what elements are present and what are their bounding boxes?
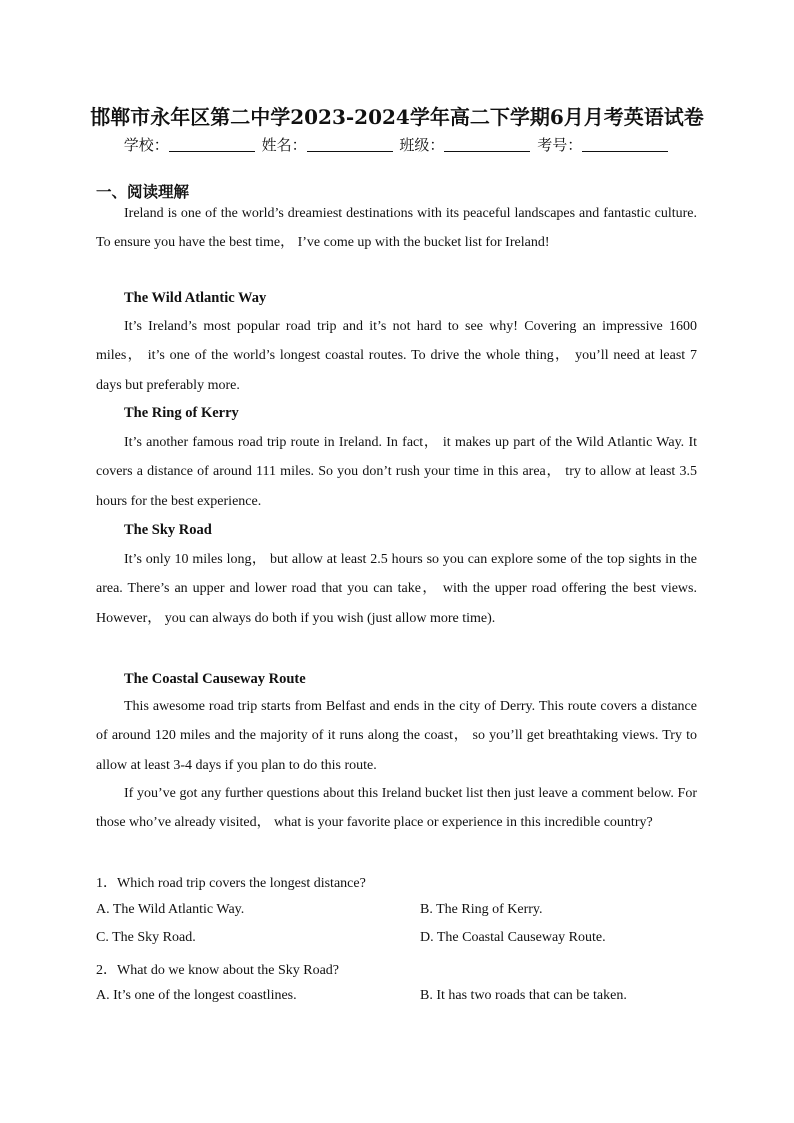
route-text-sky-road: It’s only 10 miles long， but allow at least 2.5 hours so you can explore some of the top sights in the area. There’s an upper and lower road that you can take， with the upper road offering the best views. However， you can always do both if you wish (just allow more time). bbox=[96, 552, 697, 626]
exam-number-blank[interactable] bbox=[582, 137, 668, 152]
q1-option-c[interactable]: C. The Sky Road. bbox=[96, 930, 196, 945]
exam-number-label: 考号： bbox=[537, 136, 583, 154]
school-label: 学校： bbox=[123, 136, 169, 154]
route-heading-sky-road: The Sky Road bbox=[124, 522, 212, 538]
intro-paragraph: Ireland is one of the world’s dreamiest destinations with its peaceful landscapes and fantastic culture. To ensure you have the best time， I’ve come up with the bucket list for Ireland! bbox=[96, 206, 697, 251]
route-text-ring-of-kerry: It’s another famous road trip route in Ireland. In fact， it makes up part of the Wild Atlantic Way. It covers a distance of around 111 miles. So you don’t rush your time in this area， try to allow at least 3.5 hours for the best experience. bbox=[96, 435, 697, 509]
question-2-stem: 2．What do we know about the Sky Road? bbox=[96, 963, 340, 978]
class-blank[interactable] bbox=[444, 137, 530, 152]
section-title: 一、阅读理解 bbox=[96, 183, 190, 201]
q1-option-a[interactable]: A. The Wild Atlantic Way. bbox=[96, 902, 245, 917]
class-label: 班级： bbox=[399, 136, 445, 154]
q2-option-a[interactable]: A. It’s one of the longest coastlines. bbox=[96, 988, 297, 1003]
q1-option-d[interactable]: D. The Coastal Causeway Route. bbox=[420, 930, 606, 945]
name-label: 姓名： bbox=[261, 136, 307, 154]
route-heading-ring-of-kerry: The Ring of Kerry bbox=[124, 405, 239, 421]
route-heading-coastal-causeway: The Coastal Causeway Route bbox=[124, 671, 306, 687]
name-blank[interactable] bbox=[307, 137, 393, 152]
closing-paragraph: If you’ve got any further questions about this Ireland bucket list then just leave a comment below. For those who’ve already visited， what is your favorite place or experience in this incredible country? bbox=[96, 786, 697, 831]
school-blank[interactable] bbox=[169, 137, 255, 152]
q2-option-b[interactable]: B. It has two roads that can be taken. bbox=[420, 988, 627, 1003]
question-1-stem: 1．Which road trip covers the longest distance? bbox=[96, 876, 366, 891]
student-info-line bbox=[0, 134, 794, 155]
q1-option-b[interactable]: B. The Ring of Kerry. bbox=[420, 902, 543, 917]
route-heading-wild-atlantic: The Wild Atlantic Way bbox=[124, 290, 267, 306]
page-title: 邯郸市永年区第二中学2023-2024学年高二下学期6月月考英语试卷 bbox=[90, 105, 704, 129]
route-text-wild-atlantic: It’s Ireland’s most popular road trip and it’s not hard to see why! Covering an impressive 1600 miles， it’s one of the world’s longest coastal routes. To drive the whole thing， you’ll need at least 7 days but preferably more. bbox=[96, 319, 697, 393]
route-text-coastal-causeway: This awesome road trip starts from Belfast and ends in the city of Derry. This route covers a distance of around 120 miles and the majority of it runs along the coast， so you’ll get breathtaking views. Try to allow at least 3-4 days if you plan to do this route. bbox=[96, 699, 697, 773]
